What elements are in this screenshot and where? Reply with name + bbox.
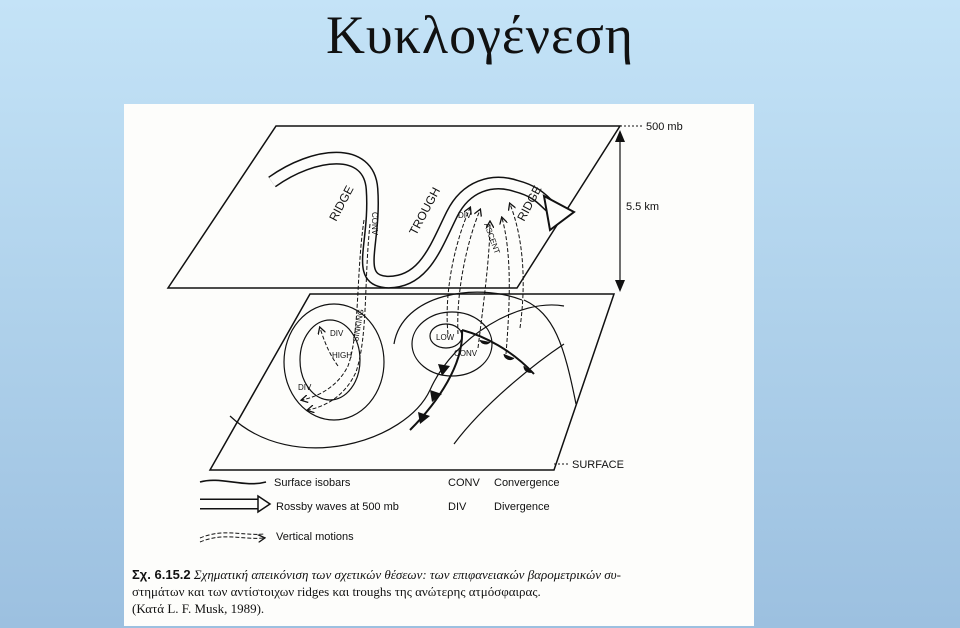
div-upper-label: DIV [458, 211, 472, 220]
low-isobar-2 [412, 312, 492, 376]
surface-isobar-wide-1 [230, 305, 564, 448]
legend-vertical-swatch-2 [200, 537, 264, 542]
low-label: LOW [436, 333, 455, 342]
legend-rossby: Rossby waves at 500 mb [276, 501, 399, 513]
ascent-motion-5 [510, 204, 523, 328]
cyclogenesis-diagram [124, 104, 754, 564]
height-label: 5.5 km [626, 201, 660, 213]
figure-caption [132, 566, 748, 617]
height-arrow-bottom-head [615, 280, 625, 292]
caption-line-3: (Κατά L. F. Musk, 1989). [132, 601, 265, 616]
rossby-wave-arrowhead [544, 196, 574, 230]
caption-line-2: στημάτων και των αντίστοιχων ridges και troughs της ανώτερης ατμόσφαιρας. [132, 584, 541, 599]
legend-conv-text: Convergence [494, 477, 560, 489]
legend-isobars: Surface isobars [274, 477, 351, 489]
legend-isobar-swatch [200, 480, 266, 483]
ridge-left-label: RIDGE [326, 183, 357, 224]
caption-line-1 [132, 566, 748, 583]
legend [200, 477, 559, 543]
high-isobar-outer [284, 304, 384, 420]
legend-div-text: Divergence [494, 501, 550, 513]
ascent-label: ASCENT [482, 221, 502, 256]
high-label: HIGH [332, 351, 352, 360]
legend-conv-abbr: CONV [448, 477, 480, 489]
cyclogenesis-figure [124, 104, 754, 626]
caption-text-1: Σχηματική απεικόνιση των σχετικών θέσεων: των επιφανειακών βαρομετρικών συ- [193, 567, 621, 582]
conv-upper-label: CONV [370, 212, 379, 236]
conv-low-label: CONV [454, 349, 478, 358]
legend-vertical: Vertical motions [276, 531, 354, 543]
div-high-top-label: DIV [330, 329, 344, 338]
slide-title: Κυκλογένεση [325, 5, 635, 65]
legend-div-abbr: DIV [448, 501, 467, 513]
ridge-right-label: RIDGE [514, 183, 545, 224]
legend-rossby-head [258, 496, 270, 512]
ascent-motion-4 [502, 218, 509, 354]
level-500-label: 500 mb [646, 121, 683, 133]
surface-label: SURFACE [572, 459, 624, 471]
trough-label: TROUGH [406, 184, 444, 238]
div-high-bottom-label: DIV [298, 383, 312, 392]
surface-plane [210, 294, 614, 470]
surface-isobar-wide-3 [524, 300, 576, 404]
caption-number: Σχ. 6.15.2 [132, 567, 191, 582]
sinking-label: SINKING [351, 308, 366, 343]
